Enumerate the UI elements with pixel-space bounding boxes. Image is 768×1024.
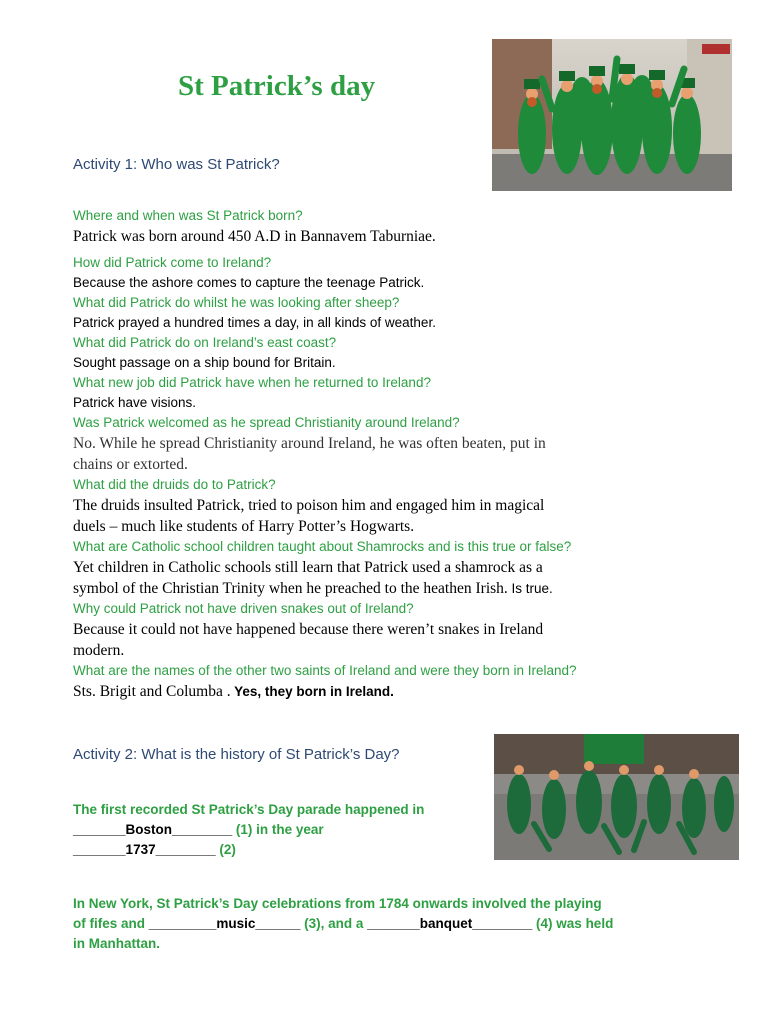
question-8: What are Catholic school children taught about Shamrocks and is this true or false? [73,539,572,554]
parade-dancers-photo [494,734,739,860]
question-5: What new job did Patrick have when he returned to Ireland? [73,375,431,390]
paragraph-2-line-3: in Manhattan. [73,936,160,951]
answer-9-line-1: Because it could not have happened because there weren’t snakes in Ireland [73,621,544,638]
paragraph-2-b: (3), and a [300,916,368,931]
answer-10 [73,681,713,702]
question-9: Why could Patrick not have driven snakes out of Ireland? [73,601,414,616]
paragraph-2-line-1: In New York, St Patrick’s Day celebrations from 1784 onwards involved the playing [73,896,602,911]
leprechaun-crowd-photo [492,39,732,191]
paragraph-1-line-3 [73,840,493,860]
paragraph-2-c: (4) was held [532,916,614,931]
answer-3: Patrick prayed a hundred times a day, in all kinds of weather. [73,315,436,330]
answer-10-text: Sts. Brigit and Columba . [73,683,231,700]
question-4: What did Patrick do on Ireland’s east coast? [73,335,337,350]
answer-1: Patrick was born around 450 A.D in Bannavem Taburniae. [73,228,436,245]
question-2: How did Patrick come to Ireland? [73,255,272,270]
answer-8-verdict: Is true. [507,581,553,596]
answer-10-verdict: Yes, they born in Ireland. [230,684,394,699]
paragraph-1-end: (2) [215,842,236,857]
page-title: St Patrick’s day [178,70,376,102]
activity-1-section [73,206,713,702]
answer-4: Sought passage on a ship bound for Britain. [73,355,336,370]
blank-4-answer: _______banquet________ [367,916,533,931]
answer-9-line-2: modern. [73,642,125,659]
paragraph-1-mid: (1) in the year [232,822,324,837]
blank-2-answer: _______1737________ [73,842,216,857]
activity-2-heading: Activity 2: What is the history of St Patrick’s Day? [73,746,400,763]
paragraph-1-line-2 [73,820,493,840]
blank-1-answer: _______Boston________ [73,822,233,837]
paragraph-1-line-1: The first recorded St Patrick’s Day parade happened in [73,802,425,817]
blank-3-answer: _________music______ [148,916,301,931]
paragraph-2-a: of fifes and [73,916,149,931]
answer-8-line-2-text: symbol of the Christian Trinity when he preached to the heathen Irish. [73,580,508,597]
answer-6-line-2: chains or extorted. [73,456,188,473]
answer-5: Patrick have visions. [73,395,197,410]
answer-2: Because the ashore comes to capture the teenage Patrick. [73,275,425,290]
question-6: Was Patrick welcomed as he spread Christianity around Ireland? [73,415,460,430]
question-7: What did the druids do to Patrick? [73,477,276,492]
activity-2-paragraph-1 [73,800,493,860]
paragraph-2-line-2 [73,914,733,934]
answer-7-line-2: duels – much like students of Harry Potter’s Hogwarts. [73,518,415,535]
question-3: What did Patrick do whilst he was looking after sheep? [73,295,400,310]
activity-2-paragraph-2 [73,894,733,954]
question-1: Where and when was St Patrick born? [73,208,303,223]
answer-8-line-2 [73,578,713,599]
answer-7-line-1: The druids insulted Patrick, tried to poison him and engaged him in magical [73,497,545,514]
activity-1-heading: Activity 1: Who was St Patrick? [73,156,280,173]
answer-8-line-1: Yet children in Catholic schools still learn that Patrick used a shamrock as a [73,559,543,576]
question-10: What are the names of the other two saints of Ireland and were they born in Ireland? [73,663,577,678]
answer-6-line-1: No. While he spread Christianity around Ireland, he was often beaten, put in [73,435,546,452]
